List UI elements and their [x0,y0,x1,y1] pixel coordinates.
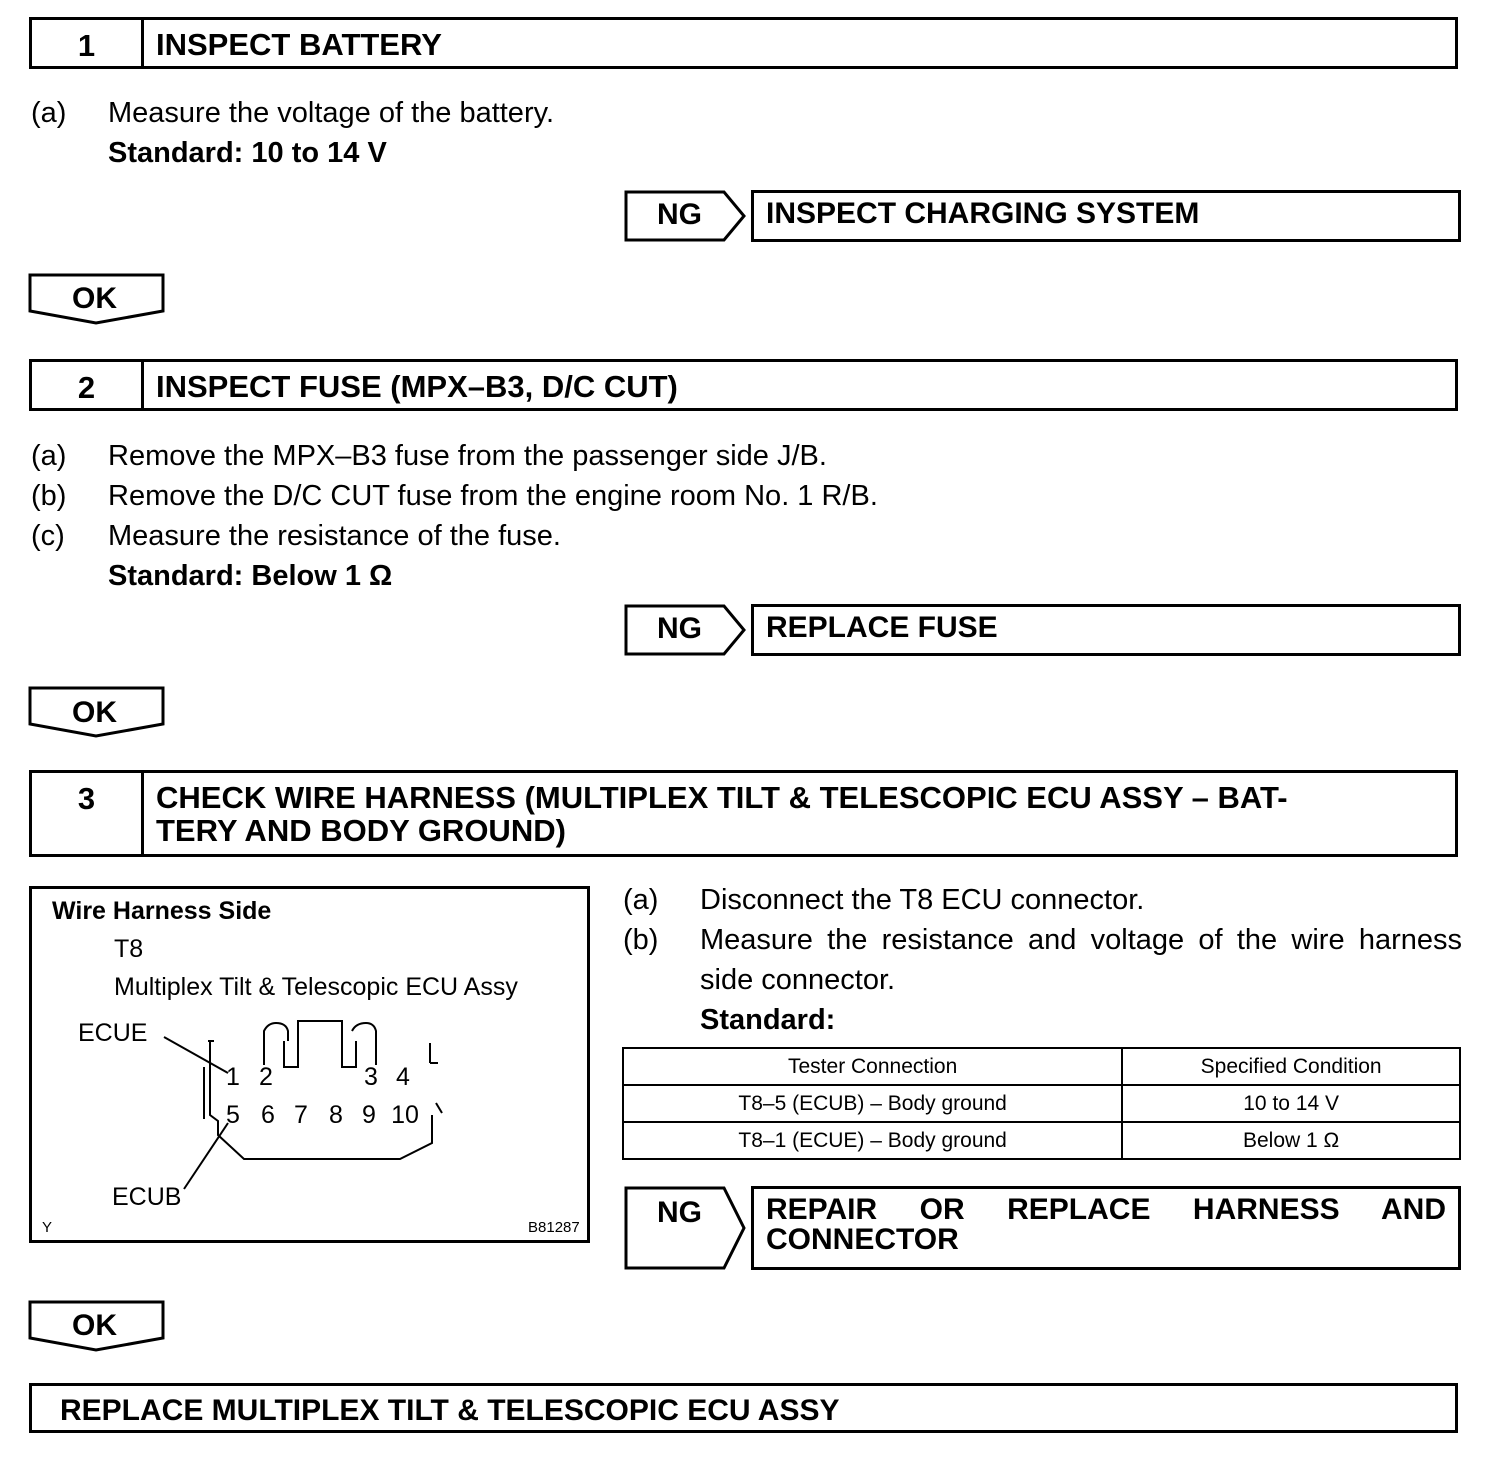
item-label: (a) [31,97,67,129]
step-number: 1 [32,20,144,66]
spec-table [622,1047,1461,1160]
step-number: 2 [32,362,144,408]
pin-4: 4 [396,1063,410,1091]
pin-5: 5 [226,1101,240,1129]
item-text: Measure the resistance and voltage of the wire harness [700,924,1462,956]
table-row [623,1122,1460,1159]
ok-label: OK [72,282,117,315]
step-1-header [29,17,1458,69]
ng-label: NG [657,1196,702,1229]
ng-label: NG [657,198,702,231]
item-text: Remove the D/C CUT fuse from the engine room No. 1 R/B. [108,480,878,512]
pin-7: 7 [294,1101,308,1129]
pin-6: 6 [261,1101,275,1129]
ng-label: NG [657,612,702,645]
ok-label: OK [72,1309,117,1342]
table-header: Specified Condition [1122,1048,1460,1085]
step-title-line-1: CHECK WIRE HARNESS (MULTIPLEX TILT & TELESCOPIC ECU ASSY – BAT- [156,780,1288,815]
standard-text: Standard: 10 to 14 V [108,137,387,169]
item-text: Measure the voltage of the battery. [108,97,555,129]
standard-text: Standard: Below 1 Ω [108,560,393,592]
item-label: (b) [623,924,659,956]
item-text-continued: side connector. [700,964,896,996]
table-header: Tester Connection [623,1048,1122,1085]
ng-action-box: INSPECT CHARGING SYSTEM [751,190,1461,242]
step-title: INSPECT BATTERY [156,27,442,62]
item-text: Remove the MPX–B3 fuse from the passenger side J/B. [108,440,827,472]
item-text: Disconnect the T8 ECU connector. [700,884,1145,916]
item-label: (a) [31,440,67,472]
connector-id: T8 [114,935,144,963]
component-name: Multiplex Tilt & Telescopic ECU Assy [114,973,518,1001]
step-2-header [29,359,1458,411]
ok-label: OK [72,696,117,729]
connector-figure [29,886,590,1243]
table-header-row [623,1048,1460,1085]
step-title: INSPECT FUSE (MPX–B3, D/C CUT) [156,369,678,404]
step-title-line-2: TERY AND BODY GROUND) [156,813,566,848]
pin-9: 9 [362,1101,376,1129]
figure-code: B81287 [528,1219,580,1236]
step-3-header [29,770,1458,857]
table-cell: Below 1 Ω [1122,1122,1460,1159]
pin-8: 8 [329,1101,343,1129]
ng-action-box: REPAIR OR REPLACE HARNESS AND CONNECTOR [751,1186,1461,1270]
table-row [623,1085,1460,1122]
pin-1: 1 [226,1063,240,1091]
callout-ecue: ECUE [78,1019,148,1047]
item-text: Measure the resistance of the fuse. [108,520,561,552]
table-cell: 10 to 14 V [1122,1085,1460,1122]
callout-ecub: ECUB [112,1183,182,1211]
step-number: 3 [32,773,144,854]
table-cell: T8–1 (ECUE) – Body ground [623,1122,1122,1159]
final-action-box: REPLACE MULTIPLEX TILT & TELESCOPIC ECU ASSY [29,1383,1458,1433]
item-label: (c) [31,520,65,552]
ng-action-box: REPLACE FUSE [751,604,1461,656]
pin-2: 2 [259,1063,273,1091]
pin-3: 3 [364,1063,378,1091]
pin-10: 10 [391,1101,419,1129]
standard-text: Standard: [700,1004,836,1036]
corner-mark: Y [42,1219,53,1236]
table-cell: T8–5 (ECUB) – Body ground [623,1085,1122,1122]
figure-heading: Wire Harness Side [52,897,272,925]
item-label: (b) [31,480,67,512]
connector-diagram [32,889,587,1240]
step-title [144,773,1300,854]
item-label: (a) [623,884,659,916]
